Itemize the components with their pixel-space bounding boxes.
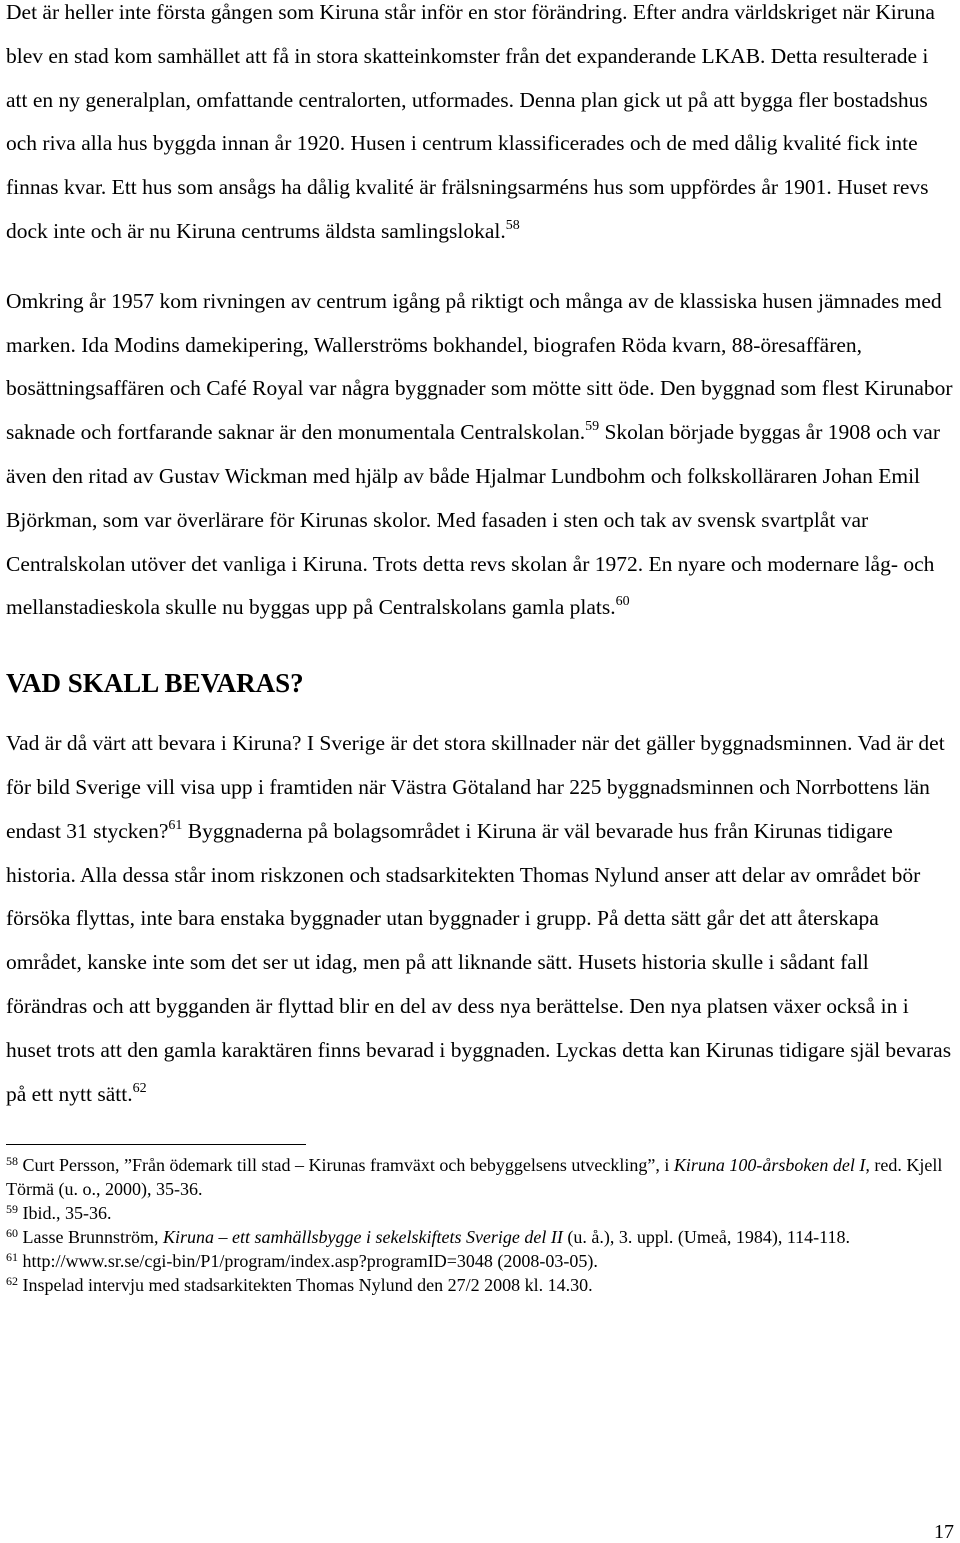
paragraph-2-text-b: Skolan började byggas år 1908 och var även den ritad av Gustav Wickman med hjälp av både Hjalmar Lundbohm och folkskolläraren Johan Emil Björkman, som var överlärare för Kirunas skolor. Med fasaden i sten och tak av svensk svartplåt var Centralskolan utöver det vanliga i Kiruna. Trots detta revs skolan år 1972. En nyare och modernare låg- och mellanstadieskola skulle nu byggas upp på Centralskolans gamla plats. [6, 420, 941, 620]
footnote-number: 61 [6, 1250, 18, 1265]
footnote-ref-62[interactable]: 62 [132, 1080, 147, 1096]
footnote-59 [6, 1201, 954, 1225]
footnote-number: 60 [6, 1226, 18, 1241]
footnote-number: 62 [6, 1274, 18, 1289]
footnote-60 [6, 1225, 954, 1249]
footnote-number: 58 [6, 1154, 18, 1169]
footnote-62 [6, 1273, 954, 1297]
footnote-ref-61[interactable]: 61 [168, 817, 183, 833]
paragraph-1-text: Det är heller inte första gången som Kiruna står inför en stor förändring. Efter andra världskriget när Kiruna blev en stad kom samhället att få in stora skatteinkomster från det expanderande LKAB. Detta resulterade i att en ny generalplan, omfattande centralorten, utformades. Denna plan gick ut på att bygga fler bostadshus och riva alla hus byggda innan år 1920. Husen i centrum klassificerades och de med dålig kvalité fick inte finnas kvar. Ett hus som ansågs ha dålig kvalité är frälsningsarméns hus som uppfördes år 1901. Huset revs dock inte och är nu Kiruna centrums äldsta samlingslokal. [6, 0, 935, 243]
document-page [6, 0, 954, 1297]
footnote-ref-58[interactable]: 58 [505, 217, 520, 233]
footnote-link[interactable]: http://www.sr.se/cgi-bin/P1/program/index.asp?programID=3048 (2008-03-05). [18, 1251, 598, 1272]
paragraph-3 [6, 722, 954, 1116]
paragraph-3-text-a: Vad är då värt att bevara i Kiruna? I Sverige är det stora skillnader när det gäller byggnadsminnen. Vad är det för bild Sverige vill visa upp i framtiden när Västra Götaland har 225 byggnadsminnen och Norrbottens län endast 31 stycken? [6, 731, 945, 843]
footnotes [6, 1153, 954, 1297]
page-number: 17 [934, 1521, 954, 1543]
footnote-ref-60[interactable]: 60 [615, 594, 630, 610]
footnote-text: Ibid., 35-36. [18, 1203, 112, 1224]
footnote-ref-59[interactable]: 59 [585, 419, 600, 435]
section-heading: VAD SKALL BEVARAS? [6, 668, 304, 699]
footnote-text: Curt Persson, ”Från ödemark till stad – Kirunas framväxt och bebyggelsens utveckling”, i [18, 1155, 674, 1176]
footnote-58 [6, 1153, 954, 1201]
paragraph-2 [6, 280, 954, 630]
footnote-text: red. Kjell Törmä (u. o., 2000), 35-36. [6, 1155, 943, 1200]
paragraph-3-text-b: Byggnaderna på bolagsområdet i Kiruna är väl bevarade hus från Kirunas tidigare historia. Alla dessa står inom riskzonen och stadsarkitekten Thomas Nylund anser att delar av området bör försöka flyttas, inte bara enstaka byggnader utan byggnader i grupp. På detta sätt går det att återskapa området, kanske inte som det ser ut idag, men på att liknande sätt. Husets historia skulle i sådant fall förändras och att bygganden är flyttad blir en del av dess nya berättelse. Den nya platsen växer också in i huset trots att den gamla karaktären finns bevarad i byggnaden. Lyckas detta kan Kirunas tidigare själ bevaras på ett nytt sätt. [6, 818, 952, 1106]
footnote-61 [6, 1249, 954, 1273]
footnote-number: 59 [6, 1202, 18, 1217]
paragraph-2-text-a: Omkring år 1957 kom rivningen av centrum igång på riktigt och många av de klassiska husen jämnades med marken. Ida Modins damekipering, Wallerströms bokhandel, biografen Röda kvarn, 88-öresaffären, bosättningsaffären och Café Royal var några byggnader som mötte sitt öde. Den byggnad som flest Kirunabor saknade och fortfarande saknar är den monumentala Centralskolan. [6, 288, 953, 445]
footnote-text: Inspelad intervju med stadsarkitekten Thomas Nylund den 27/2 2008 kl. 14.30. [18, 1275, 593, 1296]
footnote-title: Kiruna 100-årsboken del I, [673, 1155, 870, 1176]
paragraph-1 [6, 0, 954, 254]
footnote-title: Kiruna – ett samhällsbygge i sekelskiftets Sverige del II [162, 1227, 563, 1248]
footnote-separator [6, 1144, 306, 1145]
footnote-text: Lasse Brunnström, [18, 1227, 163, 1248]
footnote-text: (u. å.), 3. uppl. (Umeå, 1984), 114-118. [562, 1227, 851, 1248]
